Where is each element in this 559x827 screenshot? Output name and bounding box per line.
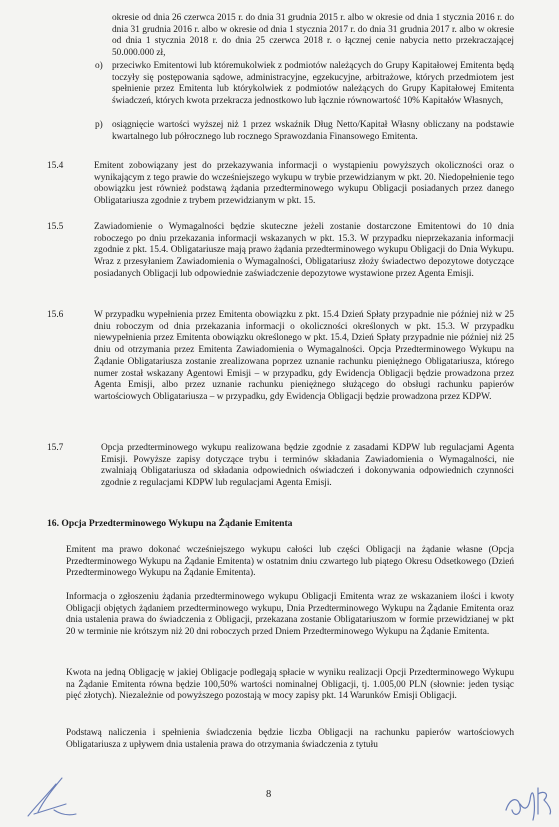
signature-left-image: [20, 770, 80, 822]
section-15-7: Opcja przedterminowego wykupu realizowana będzie zgodnie z zasadami KDPW lub regulacjami Agenta Emisji. Powyższe zapisy dotyczące trybu i terminów składania Zawiadomienia o Wymagalności, nie zwalniają Obligatariusza od składania odpowiednich oświadczeń i dokonywania odpowiednich czynności zgodnie z regulacjami KDPW lub regulacjami Agenta Emisji.: [101, 443, 514, 489]
section-number-15-6: 15.6: [47, 310, 64, 320]
section-15-4: Emitent zobowiązany jest do przekazywania informacji o wystąpieniu powyższych okoliczności oraz o wynikającym z tego prawie do wcześniejszego wykupu w trybie przewidzianym w pkt. 20. Niedopełnienie tego obowiązku jest również podstawą żądania przedterminowego wykupu Obligacji posiadanych przez danego Obligatariusza zgodnie z trybem przewidzianym w pkt. 15.: [94, 161, 514, 207]
paragraph-16-3: Kwota na jedną Obligację w jakiej Obligacje podlegają spłacie w wyniku realizacji Opcji Przedterminowego Wykupu na Żądanie Emitenta równa będzie 100,50% wartości nominalnej Obligacji, tj. 1.005,00 PLN (słownie: jeden tysiąc pięć złotych). Niezależnie od powyższego pozostają w mocy zapisy pkt. 14 Warunków Emisji Obligacji.: [66, 668, 514, 702]
list-item-label-p: p): [95, 120, 103, 130]
continuation-paragraph: okresie od dnia 26 czerwca 2015 r. do dnia 31 grudnia 2015 r. albo w okresie od dnia 1 stycznia 2016 r. do dnia 31 grudnia 2016 r. albo w okresie od dnia 1 stycznia 2017 r. do dnia 31 grudnia 2017 r. albo w okresie od dnia 1 stycznia 2018 r. do dnia 25 czerwca 2018 r. o łącznej cenie nabycia netto przekraczającej 50.000.000 zł,: [112, 13, 514, 59]
paragraph-16-1: Emitent ma prawo dokonać wcześniejszego wykupu całości lub części Obligacji na żądanie własne (Opcja Przedterminowego Wykupu na Żądanie Emitenta) w ostatnim dniu czwartego lub piątego Okresu Odsetkowego (Dzień Przedterminowego Wykupu na Żądanie Emitenta).: [66, 545, 514, 579]
section-number-15-4: 15.4: [47, 161, 64, 171]
list-item-label-o: o): [95, 61, 103, 71]
section-15-6: W przypadku wypełnienia przez Emitenta obowiązku z pkt. 15.4 Dzień Spłaty przypadnie nie później niż w 25 dniu roboczym od dnia przekazania informacji o okoliczności określonych w pkt. 15.3. W przypadku niewypełnienia przez Emitenta obowiązku określonego w pkt. 15.4, Dzień Spłaty przypadnie nie później niż 25 dniu od otrzymania przez Emitenta Zawiadomienia o Wymagalności. Opcja Przedterminowego Wykupu na Żądanie Obligatariusza zostanie zrealizowana poprzez uznanie rachunku pieniężnego Obligatariusza, którego numer został wskazany Agentowi Emisji – w przypadku, gdy Ewidencja Obligacji będzie prowadzona przez Agenta Emisji, albo przez uznanie rachunku pieniężnego służącego do obsługi rachunku papierów wartościowych Obligatariusza – w przypadku, gdy Ewidencja Obligacji będzie prowadzona przez KDPW.: [94, 310, 514, 402]
section-15-5: Zawiadomienie o Wymagalności będzie skuteczne jeżeli zostanie dostarczone Emitentowi do 10 dnia roboczego po dniu przekazania informacji wskazanych w pkt. 15.3. W przypadku nieprzekazania informacji zgodnie z pkt. 15.4. Obligatariusze mają prawo żądania przedterminowego wykupu Obligacji do Dnia Wykupu. Wraz z przesyłaniem Zawiadomienia o Wymagalności, Obligatariusz złoży świadectwo depozytowe dotyczące posiadanych Obligacji lub odpowiednie zaświadczenie depozytowe wystawione przez Agenta Emisji.: [94, 222, 514, 279]
section-heading-16: 16. Opcja Przedterminowego Wykupu na Żądanie Emitenta: [47, 518, 293, 529]
list-item-o: przeciwko Emitentowi lub któremukolwiek z podmiotów należących do Grupy Kapitałowej Emitenta będą toczyły się postępowania sądowe, administracyjne, egzekucyjne, arbitrażowe, których przedmiotem jest spełnienie przez Emitenta lub którykolwiek z podmiotów należących do Grupy Kapitałowej Emitenta świadczeń, których kwota przekracza jednostkowo lub łącznie równowartość 10% Kapitałów Własnych,: [112, 61, 514, 107]
paragraph-16-2: Informacja o zgłoszeniu żądania przedterminowego wykupu Obligacji Emitenta wraz ze wskazaniem ilości i kwoty Obligacji objętych żądaniem przedterminowego wykupu, Dnia Przedterminowego Wykupu na Żądanie Emitenta oraz dnia ustalenia prawa do świadczenia z Obligacji, przekazana zostanie Obligatariuszom w formie przewidzianej w pkt 20 w terminie nie krótszym niż 20 dni roboczych przed Dniem Przedterminowego Wykupu na Żądanie Emitenta.: [66, 592, 514, 638]
section-number-15-7: 15.7: [47, 443, 64, 453]
paragraph-16-4: Podstawą naliczenia i spełnienia świadczenia będzie liczba Obligacji na rachunku papierów wartościowych Obligatariusza z upływem dnia ustalenia prawa do otrzymania świadczenia z tytułu: [66, 728, 514, 750]
list-item-p: osiągnięcie wartości wyższej niż 1 przez wskaźnik Dług Netto/Kapitał Własny obliczany na podstawie kwartalnego lub półrocznego lub rocznego Sprawozdania Finansowego Emitenta.: [112, 120, 514, 142]
page-number: 8: [266, 789, 272, 800]
signature-right-image: [500, 780, 556, 824]
section-number-15-5: 15.5: [47, 222, 64, 232]
